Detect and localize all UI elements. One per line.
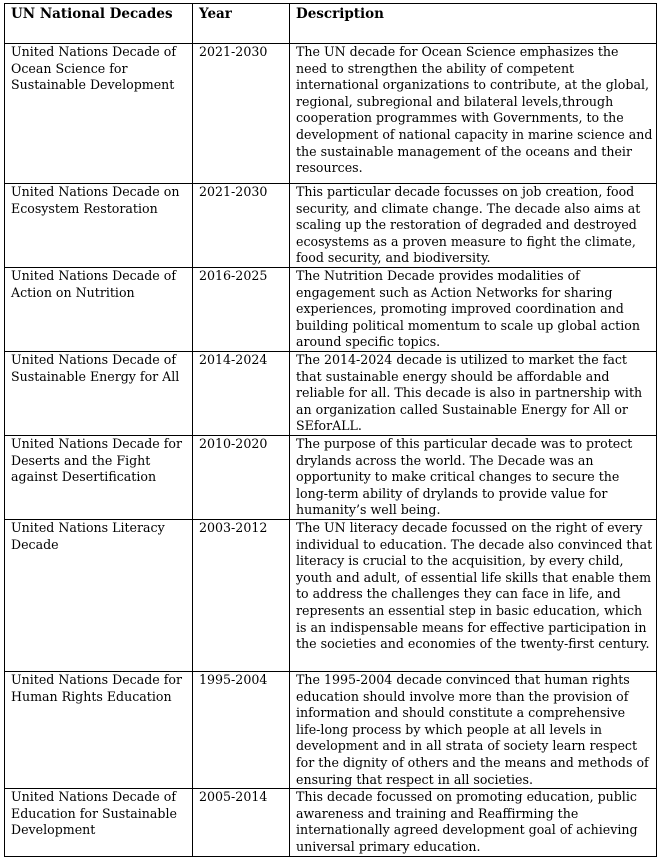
decades-table bbox=[4, 3, 657, 857]
table-row bbox=[5, 268, 657, 352]
decade-year: 2021-2030 bbox=[193, 44, 290, 184]
table-row bbox=[5, 436, 657, 520]
header-name: UN National Decades bbox=[5, 4, 193, 44]
header-year: Year bbox=[193, 4, 290, 44]
decade-year: 1995-2004 bbox=[193, 672, 290, 789]
decade-name: United Nations Decade on Ecosystem Restoration bbox=[5, 184, 193, 268]
decade-description: The purpose of this particular decade was to protect drylands across the world. The Decade was an opportunity to make critical changes to secure the long-term ability of drylands to provide value for humanity’s well being. bbox=[290, 436, 657, 520]
decade-description: The UN literacy decade focussed on the right of every individual to education. The decade also convinced that literacy is crucial to the acquisition, by every child, youth and adult, of essential life skills that enable them to address the challenges they can face in life, and represents an essential step in basic education, which is an indispensable means for effective participation in the societies and economies of the twenty-first century. bbox=[290, 520, 657, 672]
decade-year: 2016-2025 bbox=[193, 268, 290, 352]
decade-year: 2014-2024 bbox=[193, 352, 290, 436]
decade-description: This particular decade focusses on job creation, food security, and climate change. The decade also aims at scaling up the restoration of degraded and destroyed ecosystems as a proven measure to fight the climate, food security, and biodiversity. bbox=[290, 184, 657, 268]
decade-year: 2021-2030 bbox=[193, 184, 290, 268]
table-row bbox=[5, 184, 657, 268]
decade-name: United Nations Literacy Decade bbox=[5, 520, 193, 672]
table-row bbox=[5, 520, 657, 672]
decade-description: The Nutrition Decade provides modalities of engagement such as Action Networks for sharing experiences, promoting improved coordination and building political momentum to scale up global action around specific topics. bbox=[290, 268, 657, 352]
decade-name: United Nations Decade for Deserts and the Fight against Desertification bbox=[5, 436, 193, 520]
decade-description: The 1995-2004 decade convinced that human rights education should involve more than the provision of information and should constitute a comprehensive life-long process by which people at all levels in development and in all strata of society learn respect for the dignity of others and the means and methods of ensuring that respect in all societies. bbox=[290, 672, 657, 789]
decade-name: United Nations Decade of Ocean Science for Sustainable Development bbox=[5, 44, 193, 184]
decade-name: United Nations Decade of Sustainable Energy for All bbox=[5, 352, 193, 436]
table-row bbox=[5, 672, 657, 789]
decade-description: The 2014-2024 decade is utilized to market the fact that sustainable energy should be affordable and reliable for all. This decade is also in partnership with an organization called Sustainable Energy for All or SEforALL. bbox=[290, 352, 657, 436]
decade-description: The UN decade for Ocean Science emphasizes the need to strengthen the ability of competent international organizations to contribute, at the global, regional, subregional and bilateral levels,through cooperation programmes with Governments, to the development of national capacity in marine science and the sustainable management of the oceans and their resources. bbox=[290, 44, 657, 184]
table-row bbox=[5, 789, 657, 856]
decade-description: This decade focussed on promoting education, public awareness and training and Reaffirming the internationally agreed development goal of achieving universal primary education. bbox=[290, 789, 657, 856]
decade-year: 2010-2020 bbox=[193, 436, 290, 520]
header-description: Description bbox=[290, 4, 657, 44]
table-row bbox=[5, 352, 657, 436]
table-row bbox=[5, 44, 657, 184]
decade-year: 2005-2014 bbox=[193, 789, 290, 856]
decade-name: United Nations Decade for Human Rights Education bbox=[5, 672, 193, 789]
decade-year: 2003-2012 bbox=[193, 520, 290, 672]
decade-name: United Nations Decade of Education for Sustainable Development bbox=[5, 789, 193, 856]
header-row bbox=[5, 4, 657, 44]
decade-name: United Nations Decade of Action on Nutrition bbox=[5, 268, 193, 352]
